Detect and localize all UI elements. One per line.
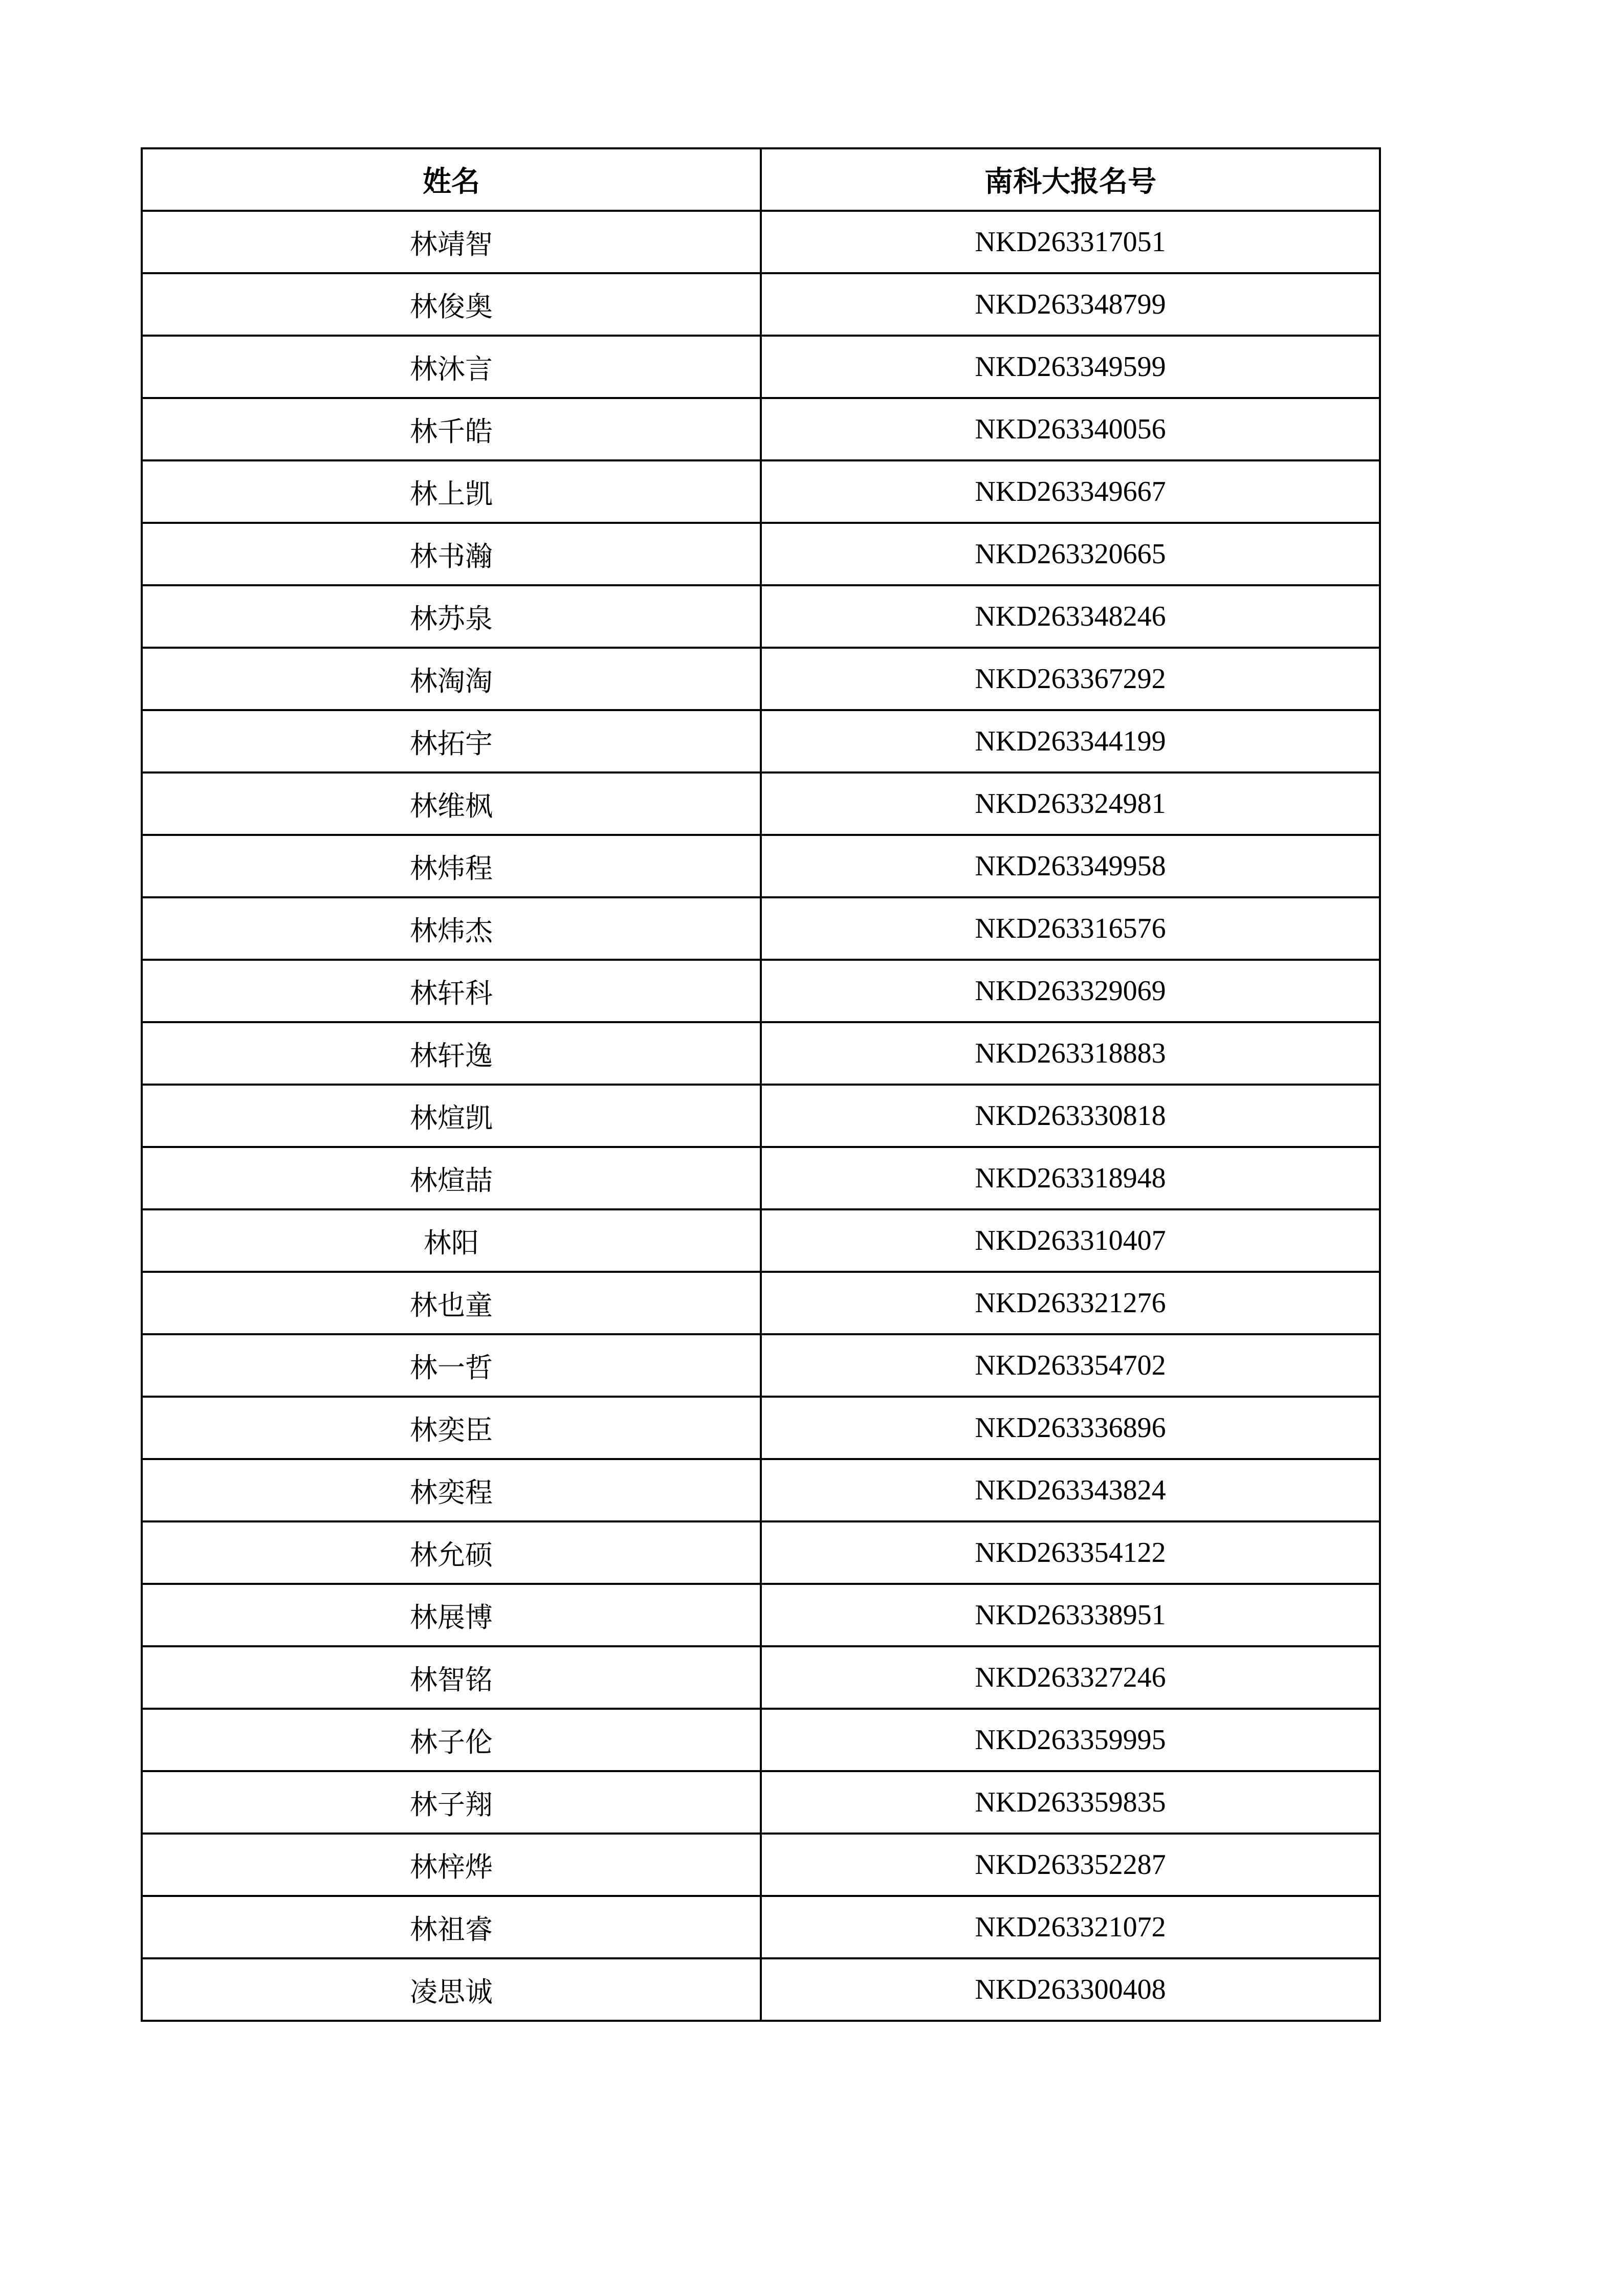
name-cell: 林上凯 [142,460,761,523]
table-row [142,1209,1380,1272]
registration-number-cell: NKD263354702 [761,1334,1380,1397]
table-row [142,211,1380,273]
name-cell: 林一哲 [142,1334,761,1397]
name-cell: 林奕程 [142,1459,761,1521]
column-header-name: 姓名 [142,148,761,211]
name-cell: 林子伦 [142,1709,761,1771]
name-cell: 林淘淘 [142,648,761,710]
registration-number-cell: NKD263367292 [761,648,1380,710]
table-row [142,897,1380,960]
name-cell: 林也童 [142,1272,761,1334]
registration-number-cell: NKD263310407 [761,1209,1380,1272]
table-row [142,835,1380,897]
registration-number-cell: NKD263349667 [761,460,1380,523]
table-row [142,1584,1380,1646]
registration-number-cell: NKD263321072 [761,1896,1380,1958]
name-cell: 林书瀚 [142,523,761,585]
name-cell: 凌思诚 [142,1958,761,2021]
table-row [142,1085,1380,1147]
table-row [142,336,1380,398]
registration-number-cell: NKD263327246 [761,1646,1380,1709]
name-cell: 林子翔 [142,1771,761,1834]
name-cell: 林煊喆 [142,1147,761,1209]
table-row [142,710,1380,772]
table-row [142,1834,1380,1896]
table-row [142,585,1380,648]
table-row [142,1958,1380,2021]
name-cell: 林维枫 [142,772,761,835]
registration-number-cell: NKD263354122 [761,1521,1380,1584]
name-cell: 林祖睿 [142,1896,761,1958]
table-row [142,1147,1380,1209]
name-cell: 林智铭 [142,1646,761,1709]
name-cell: 林轩逸 [142,1022,761,1085]
registration-number-cell: NKD263352287 [761,1834,1380,1896]
registration-number-cell: NKD263330818 [761,1085,1380,1147]
name-cell: 林奕臣 [142,1397,761,1459]
table-row [142,1459,1380,1521]
name-cell: 林苏泉 [142,585,761,648]
table-row [142,1646,1380,1709]
name-cell: 林沐言 [142,336,761,398]
table-row [142,648,1380,710]
table-row [142,1272,1380,1334]
registration-number-cell: NKD263359835 [761,1771,1380,1834]
table-row [142,960,1380,1022]
registration-number-cell: NKD263359995 [761,1709,1380,1771]
registration-number-cell: NKD263348799 [761,273,1380,336]
registration-number-cell: NKD263349958 [761,835,1380,897]
table-row [142,1709,1380,1771]
name-cell: 林炜杰 [142,897,761,960]
table-row [142,1334,1380,1397]
table-row [142,1022,1380,1085]
table-row [142,1771,1380,1834]
registration-number-cell: NKD263338951 [761,1584,1380,1646]
registration-number-cell: NKD263317051 [761,211,1380,273]
table-row [142,772,1380,835]
table-row [142,273,1380,336]
document-page [141,147,1379,2022]
registration-number-cell: NKD263349599 [761,336,1380,398]
name-cell: 林靖智 [142,211,761,273]
table-header-row [142,148,1380,211]
table-row [142,1397,1380,1459]
table-row [142,523,1380,585]
name-cell: 林阳 [142,1209,761,1272]
name-cell: 林炜程 [142,835,761,897]
registration-number-cell: NKD263324981 [761,772,1380,835]
registration-number-cell: NKD263340056 [761,398,1380,460]
table-row [142,1896,1380,1958]
table-row [142,460,1380,523]
table-row [142,1521,1380,1584]
table-body [142,211,1380,2021]
roster-table [141,147,1381,2022]
table-row [142,398,1380,460]
name-cell: 林梓烨 [142,1834,761,1896]
name-cell: 林展博 [142,1584,761,1646]
registration-number-cell: NKD263318948 [761,1147,1380,1209]
registration-number-cell: NKD263348246 [761,585,1380,648]
registration-number-cell: NKD263344199 [761,710,1380,772]
registration-number-cell: NKD263329069 [761,960,1380,1022]
name-cell: 林轩科 [142,960,761,1022]
registration-number-cell: NKD263316576 [761,897,1380,960]
name-cell: 林允硕 [142,1521,761,1584]
name-cell: 林千皓 [142,398,761,460]
registration-number-cell: NKD263343824 [761,1459,1380,1521]
registration-number-cell: NKD263321276 [761,1272,1380,1334]
registration-number-cell: NKD263300408 [761,1958,1380,2021]
registration-number-cell: NKD263318883 [761,1022,1380,1085]
name-cell: 林煊凯 [142,1085,761,1147]
name-cell: 林拓宇 [142,710,761,772]
name-cell: 林俊奥 [142,273,761,336]
column-header-registration-number: 南科大报名号 [761,148,1380,211]
registration-number-cell: NKD263336896 [761,1397,1380,1459]
registration-number-cell: NKD263320665 [761,523,1380,585]
